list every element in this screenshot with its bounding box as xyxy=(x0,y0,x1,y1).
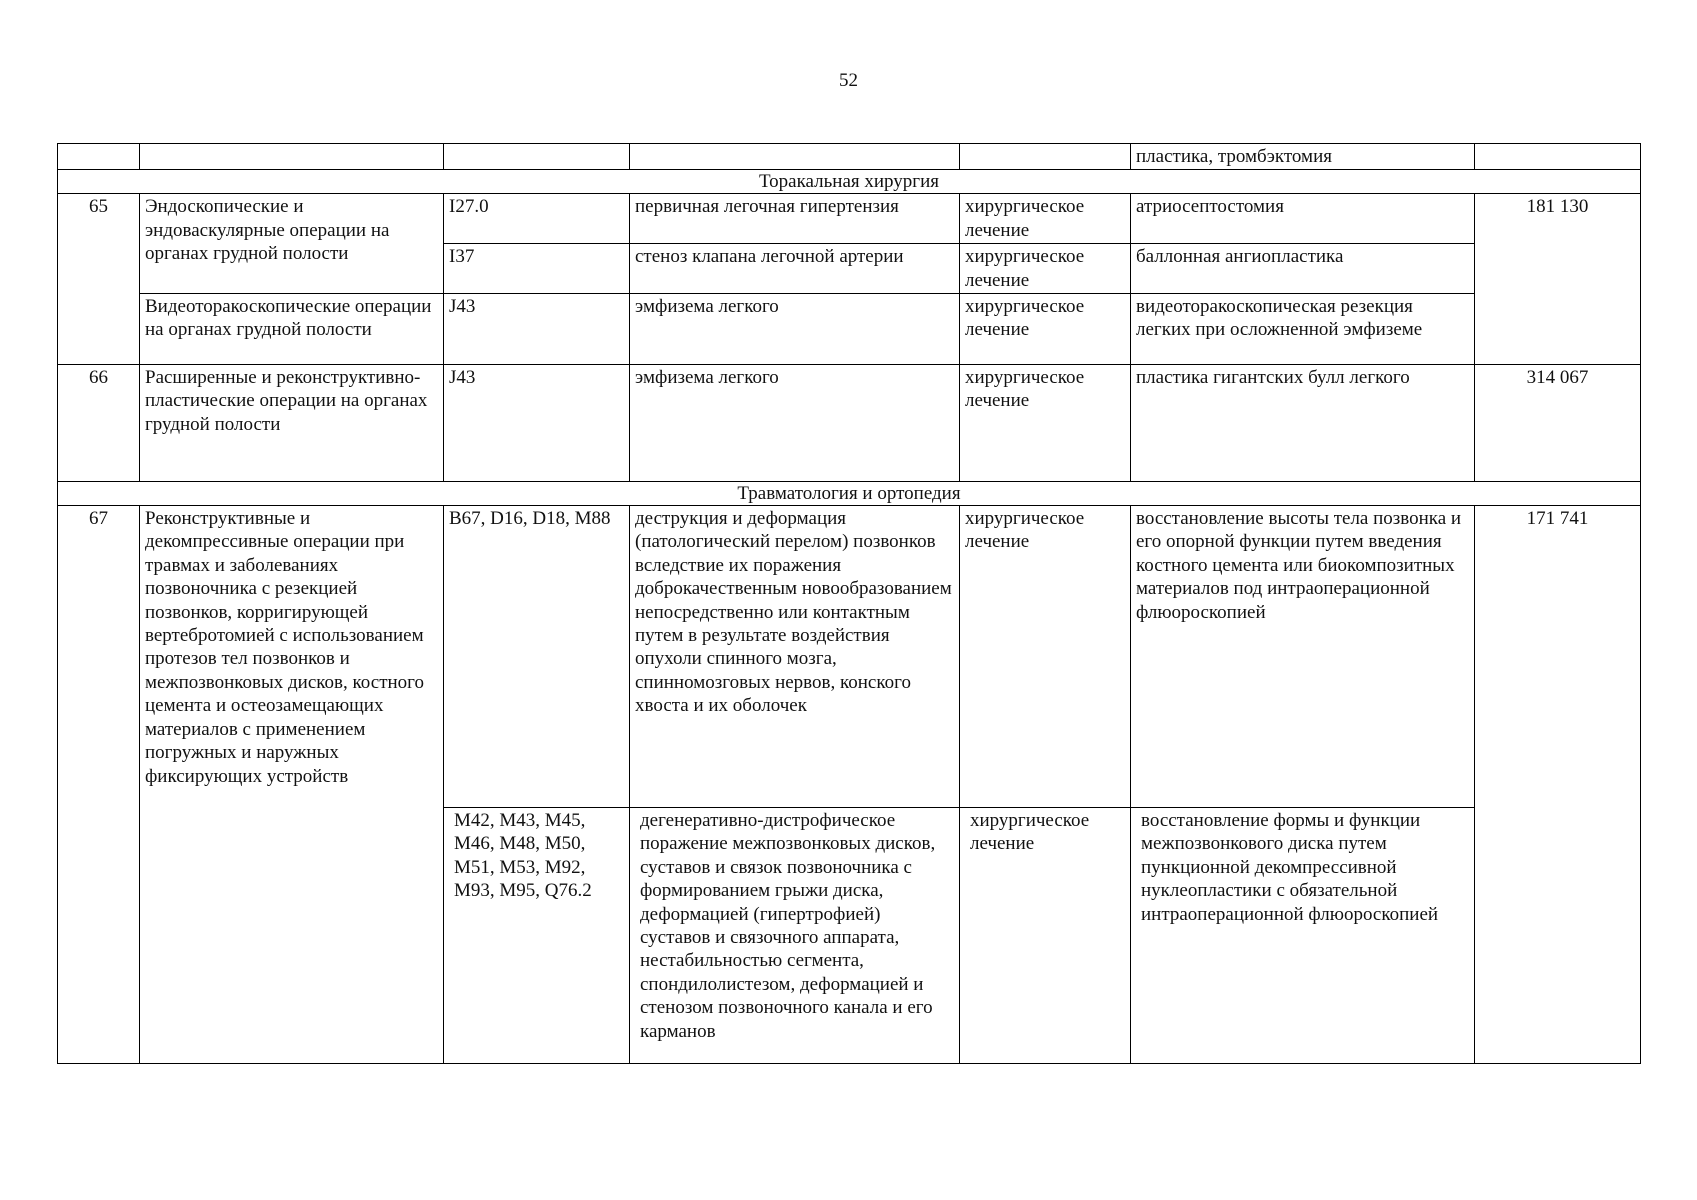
table-row xyxy=(58,144,1641,170)
cell-name: Реконструктивные и декомпрессивные операции при травмах и заболеваниях позвоночника с резекцией позвонков, корригирующей вертебротомией с использованием протезов тел позвонков и межпозвонковых дисков, костного цемента и остеозамещающих материалов с применением погружных и наружных фиксирующих устройств xyxy=(140,506,444,1064)
cell-model: стеноз клапана легочной артерии xyxy=(630,244,960,294)
page-number: 52 xyxy=(839,70,858,91)
services-table xyxy=(57,143,1641,1064)
cell-method: видеоторакоскопическая резекция легких при осложненной эмфиземе xyxy=(1131,294,1475,365)
section-row xyxy=(58,170,1641,194)
cell-type: хирургическое лечение xyxy=(960,808,1131,1064)
cell-codes: I37 xyxy=(444,244,630,294)
cell-type xyxy=(960,144,1131,170)
cell-cost xyxy=(1475,144,1641,170)
cell-type: хирургическое лечение xyxy=(960,365,1131,482)
cell-model: эмфизема легкого xyxy=(630,365,960,482)
cell-method: атриосептостомия xyxy=(1131,194,1475,244)
cell-num xyxy=(58,144,140,170)
cell-num: 65 xyxy=(58,194,140,365)
cell-model xyxy=(630,144,960,170)
cell-model: деструкция и деформация (патологический перелом) позвонков вследствие их поражения доброкачественным новообразованием непосредственно или контактным путем в результате воздействия опухоли спинного мозга, спинномозговых нервов, конского хвоста и их оболочек xyxy=(630,506,960,808)
table-row xyxy=(58,294,1641,365)
cell-method: восстановление высоты тела позвонка и его опорной функции путем введения костного цемента или биокомпозитных материалов под интраоперационной флюороскопией xyxy=(1131,506,1475,808)
cell-cost: 181 130 xyxy=(1475,194,1641,365)
cell-num: 67 xyxy=(58,506,140,1064)
section-title: Торакальная хирургия xyxy=(58,170,1641,194)
cell-num: 66 xyxy=(58,365,140,482)
cell-codes: B67, D16, D18, M88 xyxy=(444,506,630,808)
cell-model: эмфизема легкого xyxy=(630,294,960,365)
cell-type: хирургическое лечение xyxy=(960,194,1131,244)
table-row xyxy=(58,194,1641,244)
cell-method: восстановление формы и функции межпозвонкового диска путем пункционной декомпрессивной нуклеопластики с обязательной интраоперационной флюороскопией xyxy=(1131,808,1475,1064)
table-row xyxy=(58,506,1641,808)
cell-type: хирургическое лечение xyxy=(960,244,1131,294)
cell-name: Расширенные и реконструктивно-пластические операции на органах грудной полости xyxy=(140,365,444,482)
cell-method: баллонная ангиопластика xyxy=(1131,244,1475,294)
section-row xyxy=(58,482,1641,506)
cell-name: Эндоскопические и эндоваскулярные операции на органах грудной полости xyxy=(140,194,444,294)
cell-name xyxy=(140,144,444,170)
cell-codes: J43 xyxy=(444,294,630,365)
table-row xyxy=(58,365,1641,482)
cell-codes: J43 xyxy=(444,365,630,482)
cell-name: Видеоторакоскопические операции на органах грудной полости xyxy=(140,294,444,365)
cell-cost: 314 067 xyxy=(1475,365,1641,482)
cell-type: хирургическое лечение xyxy=(960,294,1131,365)
cell-method: пластика гигантских булл легкого xyxy=(1131,365,1475,482)
cell-method: пластика, тромбэктомия xyxy=(1131,144,1475,170)
section-title: Травматология и ортопедия xyxy=(58,482,1641,506)
cell-cost: 171 741 xyxy=(1475,506,1641,1064)
cell-codes: M42, M43, M45, M46, M48, M50, M51, M53, M92, M93, M95, Q76.2 xyxy=(444,808,630,1064)
cell-model: первичная легочная гипертензия xyxy=(630,194,960,244)
cell-model: дегенеративно-дистрофическое поражение межпозвонковых дисков, суставов и связок позвоночника с формированием грыжи диска, деформацией (гипертрофией) суставов и связочного аппарата, нестабильностью сегмента, спондилолистезом, деформацией и стенозом позвоночного канала и его карманов xyxy=(630,808,960,1064)
cell-codes xyxy=(444,144,630,170)
cell-codes: I27.0 xyxy=(444,194,630,244)
cell-type: хирургическое лечение xyxy=(960,506,1131,808)
